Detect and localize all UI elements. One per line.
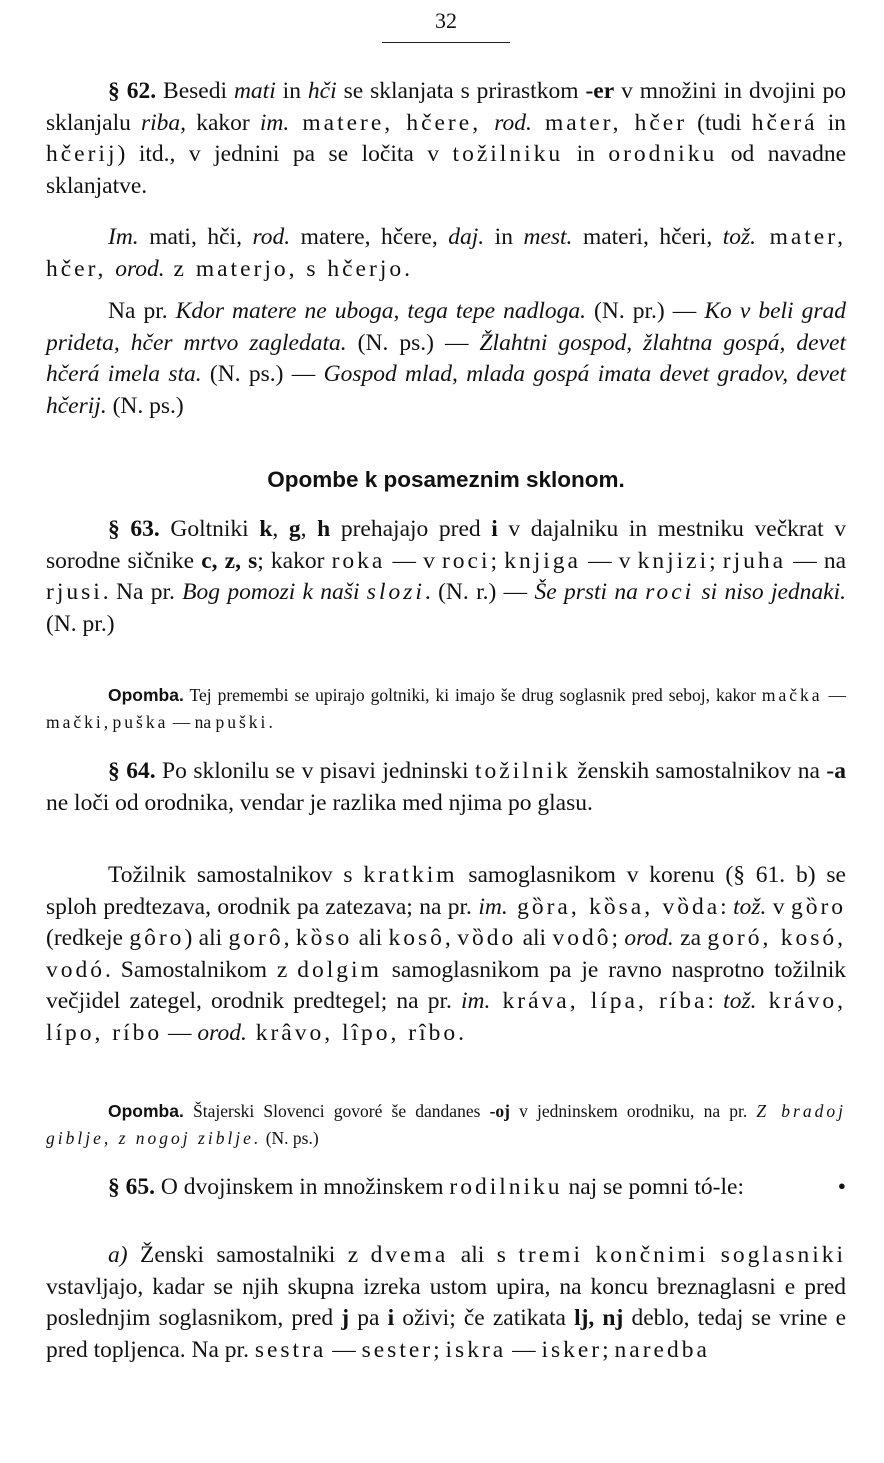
- section-heading: Opombe k posameznim sklonom.: [267, 467, 625, 492]
- section-sign-65: § 65.: [108, 1174, 155, 1200]
- paragraph-65: § 65. O dvojinskem in množinskem rodilniku naj se pomni tó-le: •: [46, 1172, 846, 1204]
- section-sign-64: § 64.: [108, 758, 156, 784]
- paragraph-65-a: a) Ženski samostalniki z dvema ali s tremi končnimi soglasniki vstavljajo, kadar se njih skupna izreka ustom upira, na koncu breznaglasni e pred poslednjim soglasnikom, pred j pa i oživi; če zatikata lj, nj deblo, tedaj se vrine e pred topljenca. Na pr. sestra — sester; iskra — isker; naredba: [46, 1242, 847, 1363]
- bullet-mark: •: [837, 1174, 846, 1200]
- paragraph-62-examples: Na pr. Kdor matere ne uboga, tega tepe nadloga. (N. pr.) — Ko v beli grad prideta, hčer mrtvo zagledata. (N. ps.) — Žlahtni gospod, žlahtna gospá, devet hčerá imela sta. (N. ps.) — Gospod mlad, mlada gospá imata devet gradov, devet hčerij. (N. ps.): [46, 298, 847, 419]
- paragraph-62-forms: Im. mati, hči, rod. matere, hčere, daj. in mest. materi, hčeri, tož. mater, hčer, orod. z materjo, s hčerjo.: [46, 224, 846, 282]
- section-sign-63: § 63.: [108, 516, 160, 542]
- page-number-rule: [382, 42, 510, 43]
- section-sign-62: § 62.: [108, 78, 157, 104]
- note-label: Opomba.: [108, 1101, 184, 1121]
- note-label: Opomba.: [108, 685, 184, 705]
- paragraph-64: § 64. Po sklonilu se v pisavi jedninski tožilnik ženskih samostalnikov na -a ne loči od orodnika, vendar je razlika med njima po glasu.: [46, 758, 846, 816]
- note-63: Opomba. Tej premembi se upirajo goltniki, ki imajo še drug soglasnik pred seboj, kakor mačka — mački, puška — na puški.: [46, 685, 847, 732]
- paragraph-63: § 63. Goltniki k, g, h prehajajo pred i v dajalniku in mestniku večkrat v sorodne sičnike c, z, s; kakor roka — v roci; knjiga — v knjizi; rjuha — na rjusi. Na pr. Bog pomozi k naši slozi. (N. r.) — Še prsti na roci si niso jednaki. (N. pr.): [46, 516, 847, 637]
- page-number: 32: [435, 8, 457, 33]
- note-64: Opomba. Štajerski Slovenci govoré še dandanes -oj v jedninskem orodniku, na pr. Z bradoj giblje, z nogoj ziblje. (N. ps.): [46, 1101, 846, 1148]
- paragraph-62: § 62. Besedi mati in hči se sklanjata s prirastkom -er v množini in dvojini po sklanjalu riba, kakor im. matere, hčere, rod. mater, hčer (tudi hčerá in hčerij) itd., v jednini pa se ločita v tožilniku in orodniku od navadne sklanjatve.: [46, 78, 847, 199]
- paragraph-64-details: Tožilnik samostalnikov s kratkim samoglasnikom v korenu (§ 61. b) se sploh predtezava, orodnik pa zatezava; na pr. im. gȍra, kȍsa, vȍda: tož. v gȍro (redkeje gôro) ali gorô, kȍso ali kosô, vȍdo ali vodô; orod. za goró, kosó, vodó. Samostalnikom z dolgim samoglasnikom pa je ravno nasprotno tožilnik večjidel zategel, orodnik predtegel; na pr. im. kráva, lípa, ríba: tož. krávo, lípo, ríbo — orod. krâvo, lîpo, rîbo.: [46, 862, 847, 1046]
